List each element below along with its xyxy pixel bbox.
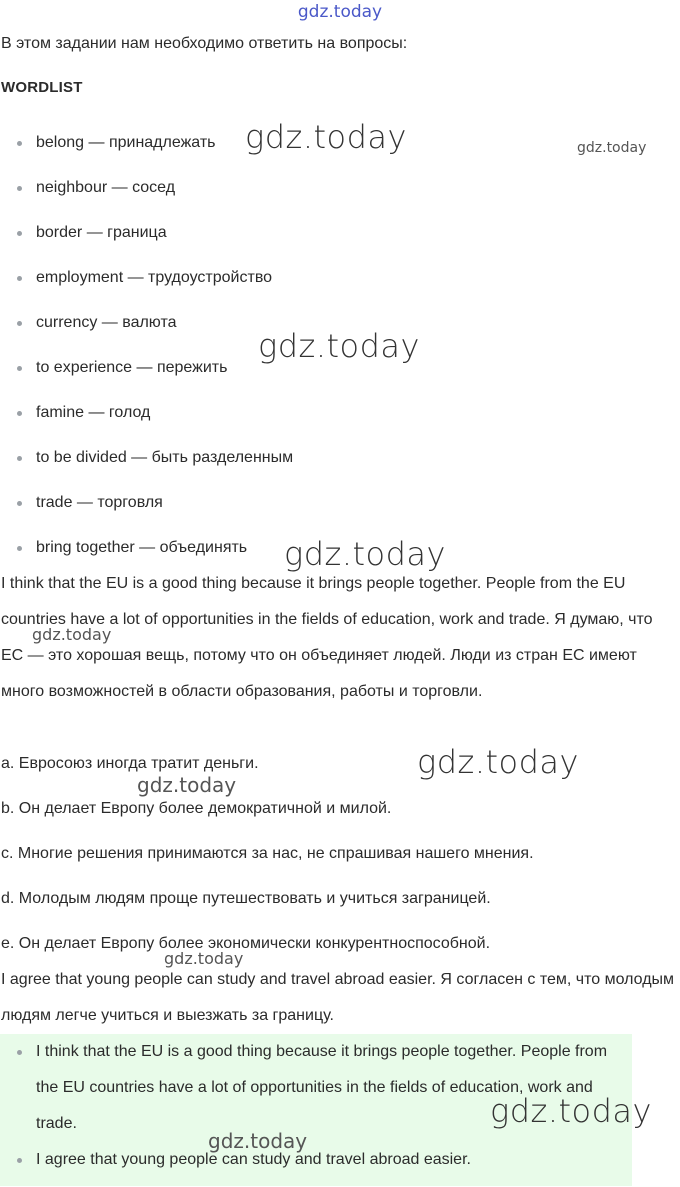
intro-text: В этом задании нам необходимо ответить на вопросы:: [1, 35, 408, 52]
watermark: gdz.today: [577, 140, 647, 156]
header-watermark: gdz.today: [297, 2, 383, 22]
wordlist-item: bring together — объединять: [0, 530, 293, 575]
wordlist-item: belong — принадлежать: [0, 125, 293, 170]
wordlist-item: neighbour — сосед: [0, 170, 293, 215]
option-a: a. Евросоюз иногда тратит деньги.: [1, 755, 259, 772]
wordlist-item: border — граница: [0, 215, 293, 260]
option-c: c. Многие решения принимаются за нас, не спрашивая нашего мнения.: [1, 845, 534, 862]
option-e: e. Он делает Европу более экономически конкурентноспособной.: [1, 935, 491, 952]
watermark: gdz.today: [208, 1129, 308, 1153]
watermark: gdz.today: [164, 949, 244, 968]
wordlist-title: WORDLIST: [1, 79, 83, 96]
watermark: gdz.today: [258, 327, 420, 365]
watermark: gdz.today: [417, 743, 579, 781]
wordlist-item: currency — валюта: [0, 305, 293, 350]
answer-item: I agree that young people can study and travel abroad easier.: [0, 1142, 632, 1178]
wordlist-item: to experience — пережить: [0, 350, 293, 395]
wordlist-item: trade — торговля: [0, 485, 293, 530]
answer-item: I think that the EU is a good thing because it brings people together. People from the EU countries have a lot of opportunities in the fields of education, work and trade.: [0, 1034, 626, 1142]
option-b: b. Он делает Европу более демократичной и милой.: [1, 800, 392, 817]
watermark: gdz.today: [490, 1092, 652, 1130]
wordlist-item: employment — трудоустройство: [0, 260, 293, 305]
watermark: gdz.today: [137, 773, 237, 797]
watermark: gdz.today: [32, 625, 112, 644]
option-d: d. Молодым людям проще путешествовать и учиться заграницей.: [1, 890, 491, 907]
watermark: gdz.today: [245, 118, 407, 156]
wordlist: [0, 125, 293, 575]
wordlist-item: to be divided — быть разделенным: [0, 440, 293, 485]
watermark: gdz.today: [284, 535, 446, 573]
paragraph-agreement: I agree that young people can study and travel abroad easier. Я согласен с тем, что молодым людям легче учиться и выезжать за границу.: [1, 971, 675, 1024]
paragraph-opinion: I think that the EU is a good thing because it brings people together. People from the EU countries have a lot of opportunities in the fields of education, work and trade. Я думаю, что ЕС — это хорошая вещь, потому что он объединяет людей. Люди из стран ЕС имеют много возможностей в области образования, работы и торговли.: [1, 575, 653, 700]
wordlist-item: famine — голод: [0, 395, 293, 440]
